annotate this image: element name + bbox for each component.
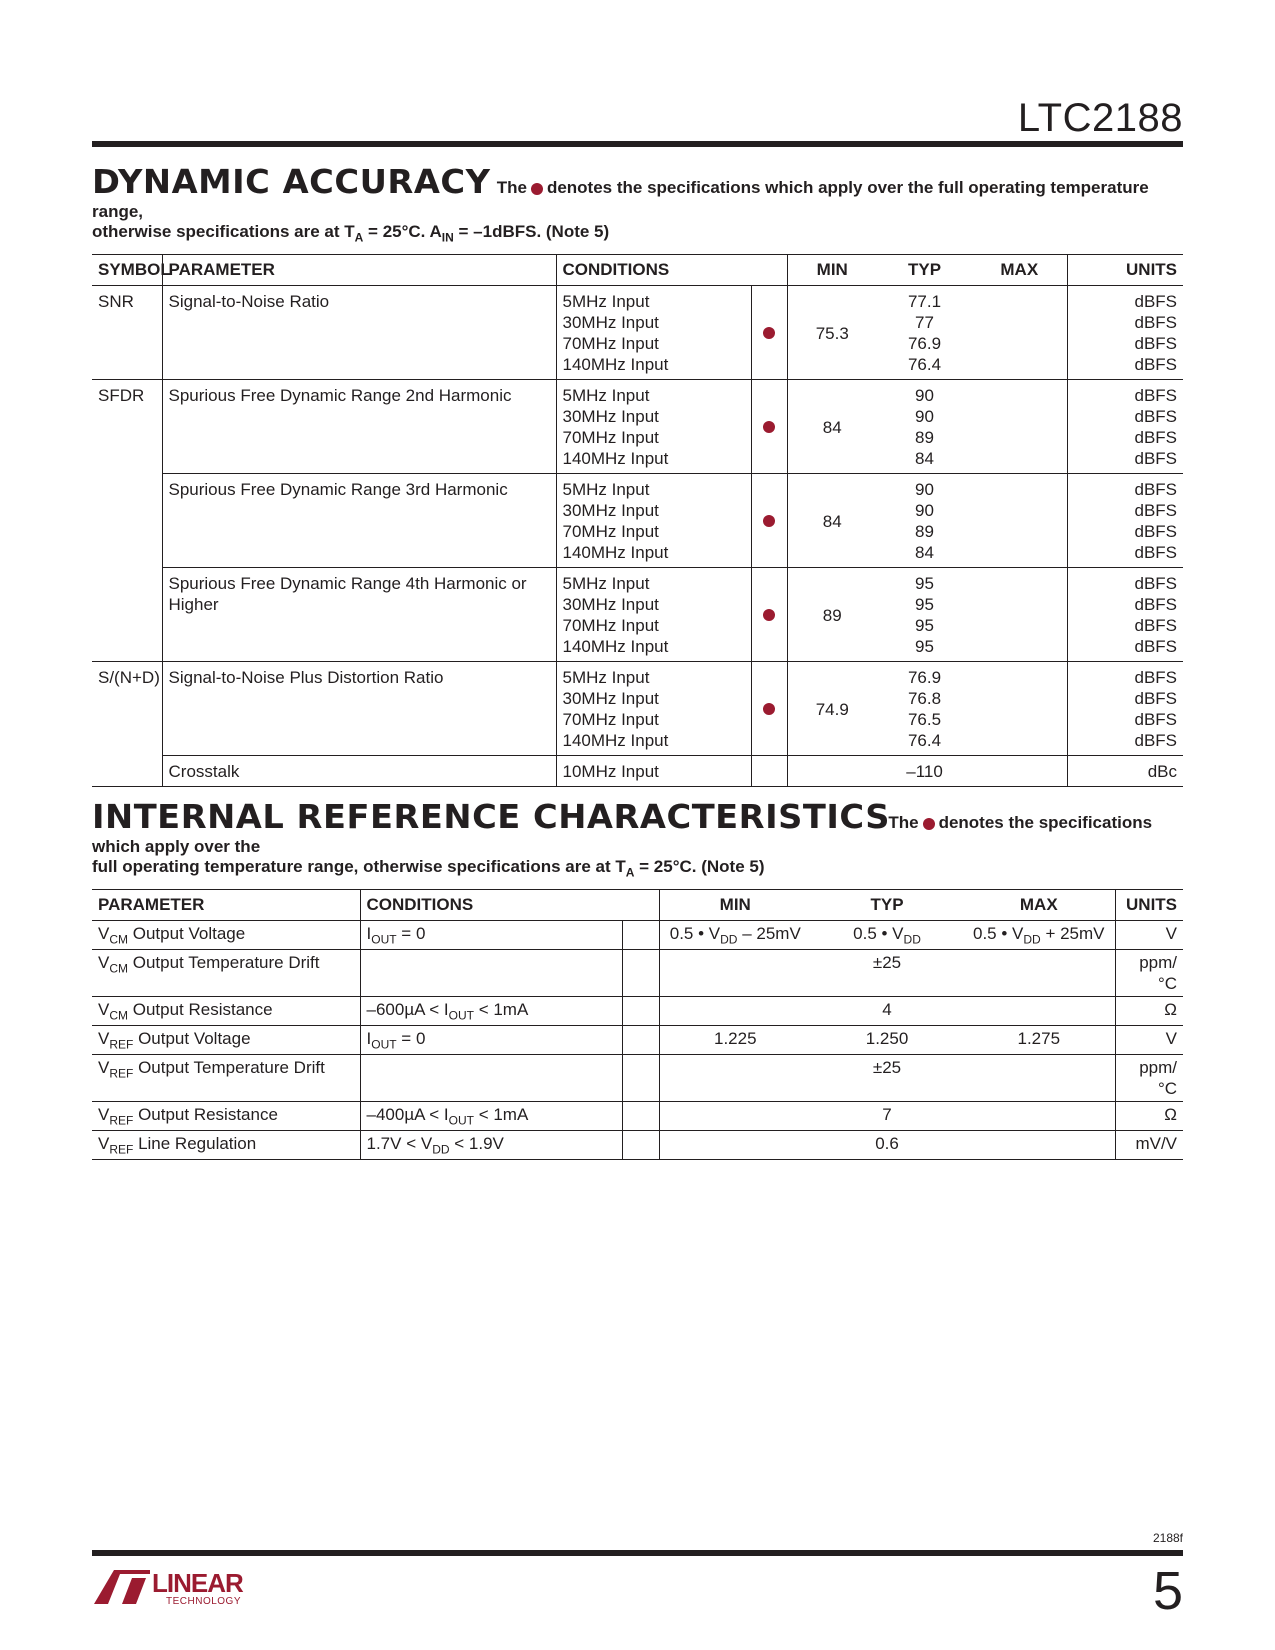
unit-value: dBFS bbox=[1134, 574, 1178, 593]
dynamic-accuracy-section bbox=[92, 162, 1183, 787]
cell-parameter bbox=[92, 950, 360, 997]
cell-max bbox=[972, 662, 1067, 756]
typ-value: 77.1 bbox=[907, 292, 942, 311]
cell-parameter bbox=[92, 1102, 360, 1131]
bullet-dot-icon bbox=[763, 609, 775, 621]
cell-conditions bbox=[360, 950, 622, 997]
subscript: DD bbox=[720, 932, 738, 947]
condition-line: 5MHz Input bbox=[562, 386, 650, 405]
cell-typ bbox=[811, 1055, 963, 1102]
dynamic-accuracy-table bbox=[92, 254, 1183, 787]
text-part: 1.250 bbox=[865, 1029, 909, 1048]
col-typ: TYP bbox=[877, 255, 972, 286]
text-part: < 1mA bbox=[473, 1105, 529, 1124]
condition-line: 140MHz Input bbox=[562, 637, 669, 656]
cell-max bbox=[963, 1026, 1115, 1055]
note-line2-c: = –1dBFS. (Note 5) bbox=[453, 222, 610, 241]
cell-conditions bbox=[360, 921, 622, 950]
text-part: V bbox=[98, 1105, 110, 1124]
text-part: 0.5 • V bbox=[669, 924, 721, 943]
note-line2-b: = 25°C. (Note 5) bbox=[634, 857, 765, 876]
text-part: = 0 bbox=[396, 924, 426, 943]
unit-value: dBFS bbox=[1134, 595, 1178, 614]
cell-parameter bbox=[92, 1055, 360, 1102]
text-part: = 0 bbox=[396, 1029, 426, 1048]
col-conditions: CONDITIONS bbox=[360, 890, 659, 921]
text-part: ±25 bbox=[872, 953, 902, 972]
cell-max bbox=[972, 568, 1067, 662]
typ-value: 89 bbox=[915, 428, 934, 447]
cell-units: ppm/°C bbox=[1115, 1055, 1183, 1102]
cell-conditions bbox=[360, 997, 622, 1026]
cell-typ bbox=[811, 1102, 963, 1131]
cell-parameter: Spurious Free Dynamic Range 2nd Harmonic bbox=[162, 380, 556, 474]
table-row bbox=[92, 950, 1183, 997]
cell-max bbox=[963, 1102, 1115, 1131]
typ-value: 77 bbox=[915, 313, 934, 332]
note-sub-a: A bbox=[354, 230, 364, 245]
text-part: 0.5 • V bbox=[853, 924, 904, 943]
subscript: OUT bbox=[371, 932, 397, 947]
bullet-dot-icon bbox=[763, 327, 775, 339]
condition-line: 10MHz Input bbox=[562, 762, 659, 781]
cell-conditions bbox=[556, 474, 751, 568]
unit-value: dBFS bbox=[1134, 616, 1178, 635]
text-part: + 25mV bbox=[1040, 924, 1105, 943]
cell-temp-range bbox=[751, 662, 787, 756]
cell-min: 84 bbox=[787, 380, 877, 474]
col-max: MAX bbox=[963, 890, 1115, 921]
condition-line: 30MHz Input bbox=[562, 689, 659, 708]
typ-value: 76.4 bbox=[907, 355, 942, 374]
page-title: LTC2188 bbox=[1017, 96, 1183, 140]
text-part: –400µA < I bbox=[366, 1105, 449, 1124]
unit-value: dBFS bbox=[1134, 428, 1178, 447]
unit-value: dBFS bbox=[1134, 522, 1178, 541]
condition-line: 5MHz Input bbox=[562, 480, 650, 499]
condition-line: 70MHz Input bbox=[562, 334, 659, 353]
cell-symbol: SNR bbox=[92, 286, 162, 380]
text-part: < 1mA bbox=[473, 1000, 529, 1019]
internal-reference-title: INTERNAL REFERENCE CHARACTERISTICS bbox=[92, 797, 890, 836]
typ-value: 90 bbox=[915, 407, 934, 426]
cell-units: V bbox=[1115, 921, 1183, 950]
subscript: REF bbox=[109, 1142, 134, 1157]
text-part: 1.7V < V bbox=[366, 1134, 433, 1153]
cell-typ bbox=[877, 380, 972, 474]
text-part: V bbox=[98, 1134, 110, 1153]
subscript: DD bbox=[1023, 932, 1041, 947]
logo-subtext: TECHNOLOGY bbox=[166, 1596, 242, 1607]
cell-min: 75.3 bbox=[787, 286, 877, 380]
text-part: Output Resistance bbox=[128, 1000, 273, 1019]
cell-max bbox=[972, 286, 1067, 380]
bullet-dot-icon bbox=[531, 183, 543, 195]
bullet-dot-icon bbox=[763, 515, 775, 527]
bullet-dot-icon bbox=[923, 818, 935, 830]
dynamic-accuracy-header bbox=[92, 162, 1183, 223]
cell-max bbox=[972, 756, 1067, 787]
cell-temp-range bbox=[751, 568, 787, 662]
cell-min bbox=[659, 1055, 811, 1102]
cell-temp-range bbox=[622, 921, 659, 950]
cell-min: 84 bbox=[787, 474, 877, 568]
cell-min bbox=[659, 997, 811, 1026]
subscript: OUT bbox=[448, 1008, 474, 1023]
typ-value: 90 bbox=[915, 386, 934, 405]
cell-min bbox=[659, 1102, 811, 1131]
internal-reference-note-line2 bbox=[92, 856, 1183, 878]
cell-min: 89 bbox=[787, 568, 877, 662]
text-part: V bbox=[98, 1029, 110, 1048]
cell-units bbox=[1067, 568, 1183, 662]
text-part: 1.275 bbox=[1017, 1029, 1061, 1048]
text-part: ±25 bbox=[872, 1058, 902, 1077]
bottom-rule bbox=[92, 1550, 1183, 1556]
note-text: denotes the specifications which apply over the full operating temperature range, bbox=[92, 178, 1149, 221]
condition-line: 5MHz Input bbox=[562, 292, 650, 311]
logo-text: LINEAR bbox=[152, 1568, 243, 1598]
col-typ: TYP bbox=[811, 890, 963, 921]
cell-typ bbox=[811, 1026, 963, 1055]
text-part: V bbox=[98, 924, 110, 943]
dynamic-accuracy-title: DYNAMIC ACCURACY bbox=[92, 162, 491, 201]
text-part: Output Temperature Drift bbox=[133, 1058, 325, 1077]
cell-min bbox=[659, 921, 811, 950]
subscript: CM bbox=[109, 1008, 129, 1023]
text-part: Output Temperature Drift bbox=[128, 953, 320, 972]
cell-units bbox=[1067, 380, 1183, 474]
col-min: MIN bbox=[787, 255, 877, 286]
unit-value: dBFS bbox=[1134, 637, 1178, 656]
table-row bbox=[92, 380, 1183, 474]
unit-value: dBc bbox=[1147, 762, 1178, 781]
cell-symbol bbox=[92, 568, 162, 662]
text-part: 0.5 • V bbox=[973, 924, 1024, 943]
typ-value: 76.5 bbox=[907, 710, 942, 729]
cell-units bbox=[1067, 662, 1183, 756]
typ-value: –110 bbox=[906, 762, 943, 781]
cell-min bbox=[659, 950, 811, 997]
unit-value: dBFS bbox=[1134, 731, 1178, 750]
cell-min bbox=[787, 756, 877, 787]
subscript: REF bbox=[109, 1066, 134, 1081]
top-rule bbox=[92, 141, 1183, 147]
text-part: 7 bbox=[882, 1105, 892, 1124]
cell-temp-range bbox=[751, 380, 787, 474]
internal-reference-table bbox=[92, 889, 1183, 1160]
typ-value: 89 bbox=[915, 522, 934, 541]
cell-temp-range bbox=[622, 950, 659, 997]
unit-value: dBFS bbox=[1134, 501, 1178, 520]
subscript: OUT bbox=[371, 1037, 397, 1052]
cell-units: Ω bbox=[1115, 997, 1183, 1026]
condition-line: 70MHz Input bbox=[562, 616, 659, 635]
cell-conditions bbox=[556, 568, 751, 662]
unit-value: dBFS bbox=[1134, 334, 1178, 353]
cell-max bbox=[963, 997, 1115, 1026]
typ-value: 76.9 bbox=[907, 334, 942, 353]
cell-max bbox=[972, 474, 1067, 568]
cell-symbol bbox=[92, 756, 162, 787]
condition-line: 140MHz Input bbox=[562, 731, 669, 750]
table-header-row bbox=[92, 890, 1183, 921]
cell-conditions bbox=[360, 1131, 622, 1160]
condition-line: 5MHz Input bbox=[562, 668, 650, 687]
cell-parameter bbox=[92, 1131, 360, 1160]
note-line2-a: otherwise specifications are at T bbox=[92, 222, 355, 241]
page-number: 5 bbox=[1152, 1561, 1183, 1621]
cell-max bbox=[963, 921, 1115, 950]
text-part: – 25mV bbox=[737, 924, 801, 943]
cell-temp-range bbox=[622, 1131, 659, 1160]
table-row bbox=[92, 1102, 1183, 1131]
condition-line: 70MHz Input bbox=[562, 428, 659, 447]
text-part: Output Voltage bbox=[128, 924, 246, 943]
cell-symbol: S/(N+D) bbox=[98, 668, 160, 687]
cell-conditions bbox=[556, 286, 751, 380]
cell-conditions bbox=[360, 1102, 622, 1131]
cell-parameter bbox=[92, 997, 360, 1026]
condition-line: 30MHz Input bbox=[562, 407, 659, 426]
cell-conditions bbox=[360, 1026, 622, 1055]
note-sub-a: A bbox=[625, 865, 635, 880]
text-part: –600µA < I bbox=[366, 1000, 449, 1019]
unit-value: dBFS bbox=[1134, 689, 1178, 708]
condition-line: 140MHz Input bbox=[562, 449, 669, 468]
typ-value: 76.4 bbox=[907, 731, 942, 750]
text-part: 0.6 bbox=[875, 1134, 899, 1153]
cell-typ bbox=[811, 921, 963, 950]
table-row bbox=[92, 568, 1183, 662]
unit-value: dBFS bbox=[1134, 313, 1178, 332]
cell-units bbox=[1067, 286, 1183, 380]
table-row bbox=[92, 474, 1183, 568]
note-text: denotes the specifications which apply over the bbox=[92, 813, 1153, 856]
unit-value: dBFS bbox=[1134, 449, 1178, 468]
condition-line: 30MHz Input bbox=[562, 313, 659, 332]
cell-parameter: Signal-to-Noise Ratio bbox=[162, 286, 556, 380]
typ-value: 90 bbox=[915, 501, 934, 520]
col-parameter: PARAMETER bbox=[92, 890, 360, 921]
cell-units bbox=[1067, 756, 1183, 787]
typ-value: 76.9 bbox=[907, 668, 942, 687]
logo-mark-icon bbox=[92, 1568, 152, 1606]
cell-conditions bbox=[556, 756, 751, 787]
cell-symbol bbox=[92, 474, 162, 568]
table-row bbox=[92, 1055, 1183, 1102]
condition-line: 5MHz Input bbox=[562, 574, 650, 593]
note-the: The bbox=[496, 178, 527, 197]
typ-value: 95 bbox=[915, 637, 934, 656]
table-row bbox=[92, 662, 1183, 756]
cell-parameter bbox=[92, 1026, 360, 1055]
subscript: REF bbox=[109, 1037, 134, 1052]
text-part: < 1.9V bbox=[449, 1134, 504, 1153]
unit-value: dBFS bbox=[1134, 668, 1178, 687]
cell-max bbox=[972, 380, 1067, 474]
cell-max bbox=[963, 1131, 1115, 1160]
cell-temp-range bbox=[622, 1055, 659, 1102]
text-part: Output Voltage bbox=[133, 1029, 251, 1048]
cell-units: ppm/°C bbox=[1115, 950, 1183, 997]
cell-min: 74.9 bbox=[787, 662, 877, 756]
text-part: 4 bbox=[882, 1000, 892, 1019]
cell-temp-range bbox=[622, 997, 659, 1026]
cell-typ bbox=[811, 997, 963, 1026]
cell-temp-range bbox=[751, 756, 787, 787]
cell-symbol: SFDR bbox=[98, 386, 145, 405]
unit-value: dBFS bbox=[1134, 355, 1178, 374]
col-max: MAX bbox=[972, 255, 1067, 286]
typ-value: 84 bbox=[915, 543, 934, 562]
cell-units: Ω bbox=[1115, 1102, 1183, 1131]
col-parameter: PARAMETER bbox=[162, 255, 556, 286]
cell-typ bbox=[811, 950, 963, 997]
cell-conditions bbox=[556, 662, 751, 756]
text-part: V bbox=[98, 1058, 110, 1077]
unit-value: dBFS bbox=[1134, 407, 1178, 426]
unit-value: dBFS bbox=[1134, 710, 1178, 729]
cell-typ bbox=[877, 286, 972, 380]
cell-temp-range bbox=[622, 1026, 659, 1055]
unit-value: dBFS bbox=[1134, 480, 1178, 499]
table-row bbox=[92, 286, 1183, 380]
condition-line: 30MHz Input bbox=[562, 595, 659, 614]
typ-value: 76.8 bbox=[907, 689, 942, 708]
note-line2-b: = 25°C. A bbox=[363, 222, 442, 241]
table-row bbox=[92, 1131, 1183, 1160]
table-row bbox=[92, 1026, 1183, 1055]
unit-value: dBFS bbox=[1134, 543, 1178, 562]
note-line2-a: full operating temperature range, otherwise specifications are at T bbox=[92, 857, 626, 876]
cell-parameter: Crosstalk bbox=[162, 756, 556, 787]
bullet-dot-icon bbox=[763, 703, 775, 715]
cell-temp-range bbox=[751, 474, 787, 568]
cell-units: mV/V bbox=[1115, 1131, 1183, 1160]
typ-value: 84 bbox=[915, 449, 934, 468]
text-part: V bbox=[98, 1000, 110, 1019]
cell-typ bbox=[811, 1131, 963, 1160]
cell-units: V bbox=[1115, 1026, 1183, 1055]
subscript: REF bbox=[109, 1113, 134, 1128]
cell-parameter: Spurious Free Dynamic Range 3rd Harmonic bbox=[162, 474, 556, 568]
col-conditions: CONDITIONS bbox=[556, 255, 787, 286]
col-symbol: SYMBOL bbox=[92, 255, 162, 286]
condition-line: 30MHz Input bbox=[562, 501, 659, 520]
company-logo bbox=[92, 1568, 262, 1608]
internal-reference-section bbox=[92, 797, 1183, 1160]
cell-typ bbox=[877, 756, 972, 787]
text-part: I bbox=[366, 1029, 372, 1048]
subscript: DD bbox=[432, 1142, 450, 1157]
text-part: Line Regulation bbox=[133, 1134, 257, 1153]
subscript: CM bbox=[109, 932, 129, 947]
table-row bbox=[92, 997, 1183, 1026]
table-row bbox=[92, 921, 1183, 950]
cell-min bbox=[659, 1026, 811, 1055]
table-header-row bbox=[92, 255, 1183, 286]
table-row bbox=[92, 756, 1183, 787]
typ-value: 95 bbox=[915, 595, 934, 614]
cell-max bbox=[963, 950, 1115, 997]
unit-value: dBFS bbox=[1134, 386, 1178, 405]
note-sub-b: IN bbox=[441, 230, 454, 245]
subscript: OUT bbox=[448, 1113, 474, 1128]
condition-line: 140MHz Input bbox=[562, 355, 669, 374]
typ-value: 90 bbox=[915, 480, 934, 499]
col-units: UNITS bbox=[1115, 890, 1183, 921]
condition-line: 70MHz Input bbox=[562, 710, 659, 729]
cell-temp-range bbox=[751, 286, 787, 380]
cell-units bbox=[1067, 474, 1183, 568]
typ-value: 95 bbox=[915, 574, 934, 593]
cell-parameter: Signal-to-Noise Plus Distortion Ratio bbox=[162, 662, 556, 756]
condition-line: 70MHz Input bbox=[562, 522, 659, 541]
col-units: UNITS bbox=[1067, 255, 1183, 286]
bullet-dot-icon bbox=[763, 421, 775, 433]
col-min: MIN bbox=[659, 890, 811, 921]
dynamic-accuracy-note-line2 bbox=[92, 221, 1183, 243]
internal-reference-header bbox=[92, 797, 1183, 858]
cell-parameter bbox=[92, 921, 360, 950]
cell-min bbox=[659, 1131, 811, 1160]
cell-conditions bbox=[360, 1055, 622, 1102]
cell-typ bbox=[877, 662, 972, 756]
cell-typ bbox=[877, 474, 972, 568]
condition-line: 140MHz Input bbox=[562, 543, 669, 562]
doc-code: 2188f bbox=[1152, 1531, 1183, 1545]
text-part: 1.225 bbox=[713, 1029, 757, 1048]
note-the: The bbox=[888, 813, 919, 832]
text-part: V bbox=[98, 953, 110, 972]
typ-value: 95 bbox=[915, 616, 934, 635]
subscript: CM bbox=[109, 961, 129, 976]
text-part: Output Resistance bbox=[133, 1105, 278, 1124]
text-part: I bbox=[366, 924, 372, 943]
subscript: DD bbox=[903, 932, 921, 947]
unit-value: dBFS bbox=[1134, 292, 1178, 311]
cell-max bbox=[963, 1055, 1115, 1102]
cell-conditions bbox=[556, 380, 751, 474]
cell-temp-range bbox=[622, 1102, 659, 1131]
cell-parameter: Spurious Free Dynamic Range 4th Harmonic or Higher bbox=[162, 568, 556, 662]
cell-typ bbox=[877, 568, 972, 662]
